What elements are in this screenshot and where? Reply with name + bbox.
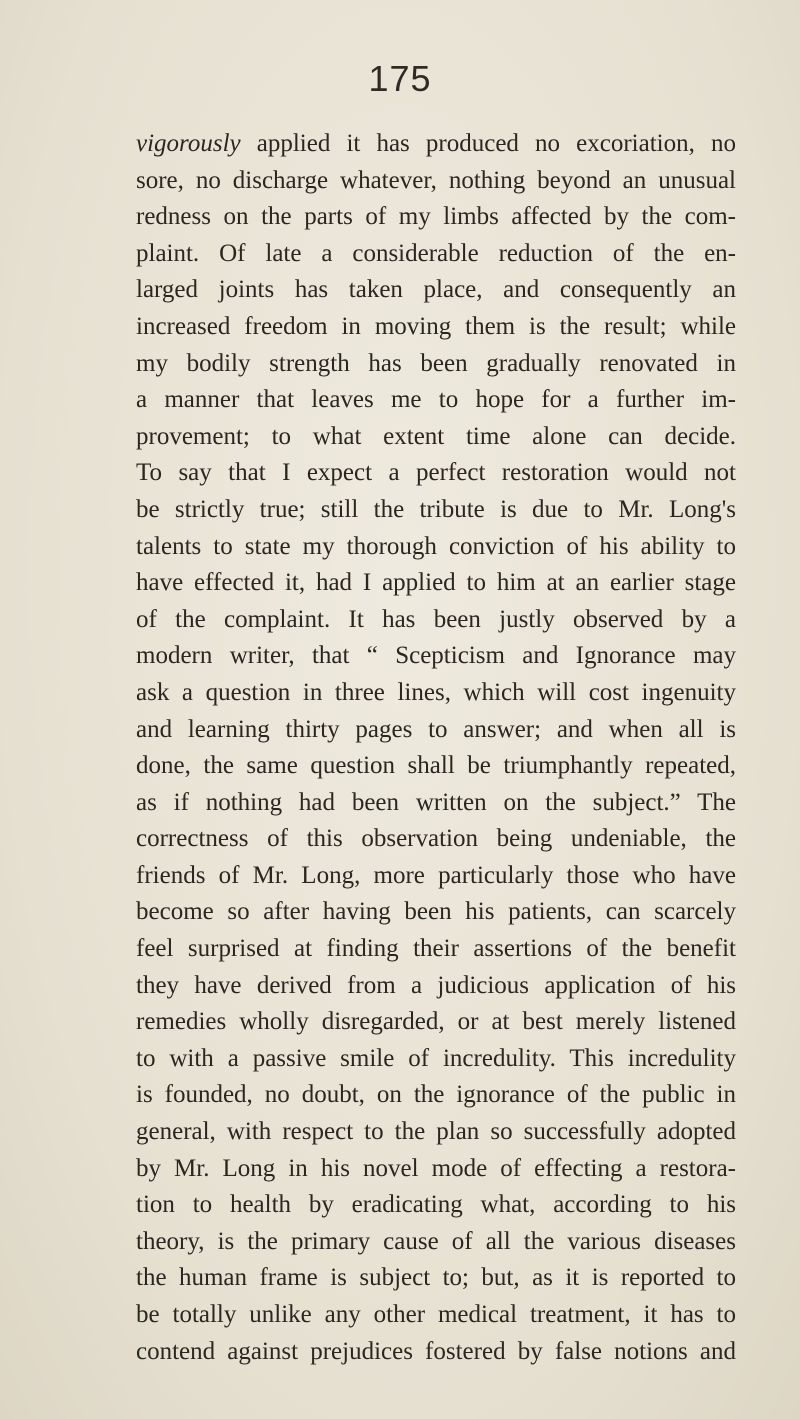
text-line: correctness of this observation being undeniable, the	[136, 825, 736, 853]
text-line: theory, is the primary cause of all the various diseases	[136, 1227, 736, 1255]
text-line: done, the same question shall be triumphantly repeated,	[136, 752, 736, 780]
text-line-rest: applied it has produced no excoriation, no	[240, 130, 736, 157]
text-line: a manner that leaves me to hope for a further im-	[136, 386, 736, 414]
text-line: tion to health by eradicating what, according to his	[136, 1191, 736, 1219]
text-line: sore, no discharge whatever, nothing beyond an unusual	[136, 166, 736, 194]
text-line: the human frame is subject to; but, as it is reported to	[136, 1264, 736, 1292]
text-line: ask a question in three lines, which will cost ingenuity	[136, 678, 736, 706]
text-line: and learning thirty pages to answer; and when all is	[136, 715, 736, 743]
text-line: of the complaint. It has been justly observed by a	[136, 605, 736, 633]
text-line: remedies wholly disregarded, or at best merely listened	[136, 1008, 736, 1036]
text-line: redness on the parts of my limbs affected by the com-	[136, 203, 736, 231]
text-line: contend against prejudices fostered by false notions and	[136, 1337, 736, 1365]
text-line: be totally unlike any other medical treatment, it has to	[136, 1301, 736, 1328]
text-line: larged joints has taken place, and consequently an	[136, 276, 736, 304]
text-line: increased freedom in moving them is the result; while	[136, 312, 736, 340]
text-line: talents to state my thorough conviction of his ability to	[136, 532, 736, 560]
text-line: have effected it, had I applied to him at an earlier stage	[136, 569, 736, 597]
text-line: as if nothing had been written on the subject.” The	[136, 788, 736, 816]
text-line: feel surprised at finding their assertions of the benefit	[136, 935, 736, 963]
text-line: modern writer, that “ Scepticism and Ignorance may	[136, 642, 736, 670]
text-line: be strictly true; still the tribute is due to Mr. Long's	[136, 495, 736, 523]
text-line: friends of Mr. Long, more particularly those who have	[136, 861, 736, 889]
text-line: become so after having been his patients, can scarcely	[136, 898, 736, 926]
body-text	[136, 126, 736, 1370]
text-line: To say that I expect a perfect restoration would not	[136, 459, 736, 487]
text-line: is founded, no doubt, on the ignorance of the public in	[136, 1081, 736, 1109]
text-line: plaint. Of late a considerable reduction of the en-	[136, 239, 736, 267]
text-line: to with a passive smile of incredulity. This incredulity	[136, 1044, 736, 1072]
text-line	[136, 126, 736, 163]
text-line: my bodily strength has been gradually renovated in	[136, 349, 736, 377]
page-number: 175	[368, 58, 432, 99]
italic-word: vigorously	[136, 130, 241, 157]
text-line: general, with respect to the plan so successfully adopted	[136, 1118, 736, 1146]
text-line: provement; to what extent time alone can decide.	[136, 422, 736, 450]
text-line: by Mr. Long in his novel mode of effecting a restora-	[136, 1154, 736, 1182]
text-line: they have derived from a judicious application of his	[136, 971, 736, 999]
